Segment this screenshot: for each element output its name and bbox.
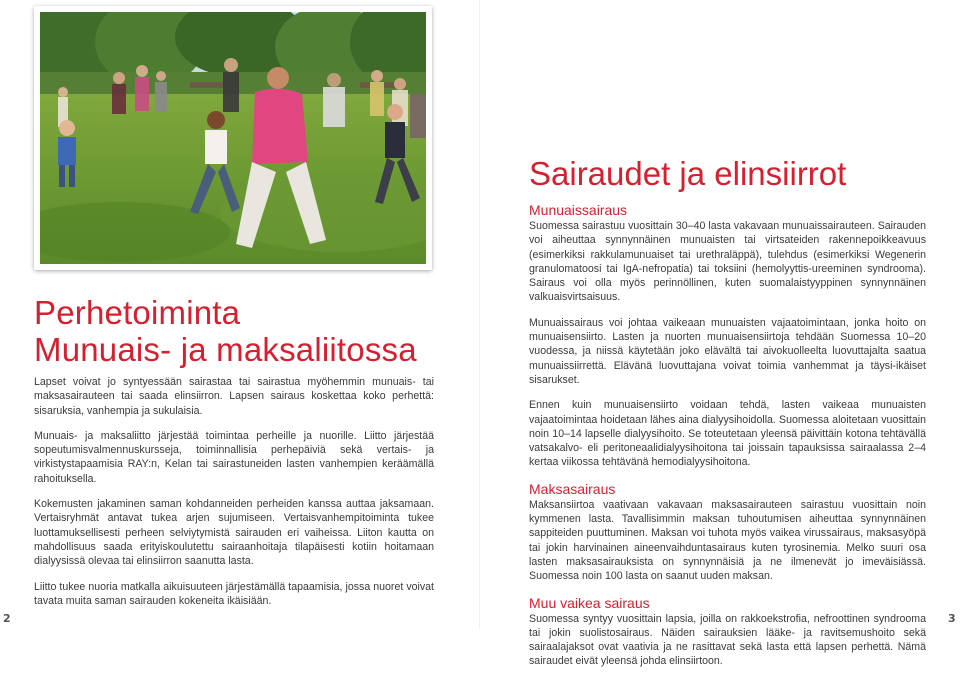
- section-heading-maksasairaus: Maksasairaus: [529, 480, 616, 497]
- kidney-paragraph-2: Munuaissairaus voi johtaa vaikeaan munuaisten vajaatoimintaan, jonka hoito on munuaisensiirto. Lasten ja nuorten munuaisensiirtoja tehdään Suomessa 10–20 vuodessa, ja niissä käytetään joko elävältä tai aivokuolleelta luovuttajalta saatua munuaissiirrettä. Elävänä luovuttajana voivat toimia vanhemmat ja täysi-ikäiset sisarukset.: [529, 316, 926, 386]
- left-title-line1: Perhetoiminta: [34, 294, 241, 331]
- photo-illustration: [40, 12, 426, 264]
- kidney-paragraph-1: Suomessa sairastuu vuosittain 30–40 lasta vakavaan munuaissairauteen. Sairauden voi aiheuttaa synnynnäinen munuaisten tai virtsateiden rakennepoikkeavuus (esimerkiksi rakkulamunuaiset tai urethraläppä), tulehdus (esimerkiksi Wegenerin granulomatoosi tai IgA-nefropatia) tai toksiini (hemolyyttis-ureeminen syndrooma). Sairaus voi olla myös perinnöllinen, kuten suomalaistyyppinen synnynnäinen valkuaisvirtsaisuus.: [529, 220, 926, 304]
- left-paragraph-1: Lapset voivat jo syntyessään sairastaa tai sairastua myöhemmin munuais- tai maksasairauteen tai saada elinsiirron. Lapsen sairaus koskettaa koko perhettä: sisaruksia, vanhempia ja sukulaisia.: [34, 376, 434, 417]
- section-heading-munuaissairaus: Munuaissairaus: [529, 202, 628, 218]
- page-number-right: 3: [948, 612, 956, 625]
- left-page: [0, 0, 480, 628]
- kidney-paragraph-3: Ennen kuin munuaisensiirto voidaan tehdä, lasten vaikeaa munuaisten vajaatoimintaa hoidetaan lähes aina dialyysihoidolla. Suomessa aloitetaan vuosittain noin 10–14 lapselle dialyysihoito. Se toteutetaan yleensä päivittäin kotona tehtävällä vatsakalvo- eli peritoneaalidialyysihoitona tai joissain tapauksissa sairaalassa 2–4 kertaa viikossa tehtävänä hemodialyysihoitona.: [529, 399, 926, 469]
- left-body-text: [34, 375, 434, 619]
- left-paragraph-2: Munuais- ja maksaliitto järjestää toimintaa perheille ja nuorille. Liitto järjestää sopeutumisvalmennuskursseja, toiminnallisia perhepäiviä sekä vertais- ja virkistystapaamisia RAY:n, Kelan tai sairastuneiden lasten vanhempien keräämällä rahoituksella.: [34, 429, 434, 485]
- right-page: [480, 0, 960, 668]
- section-heading-muu-vaikea-sairaus: Muu vaikea sairaus: [529, 594, 650, 611]
- left-page-title: [34, 294, 464, 368]
- liver-paragraph-1: Maksansiirtoa vaativaan vakavaan maksasairauteen sairastuu vuosittain noin kymmenen lasta. Tavallisimmin maksan tuhoutumisen aiheuttaa synnynnäinen sappiteiden puuttuminen. Maksan voi tuhota myös vaikea virussairaus, maksasyöpä tai jokin harvinainen aineenvaihduntasairaus kuten tyrosinemia. Melko suuri osa lasten maksasairauksista on synnynnäisiä ja ne ilmenevät jo imeväisiässä. Suomessa noin 100 lasta on saanut uuden maksan.: [529, 498, 926, 583]
- family-day-photo: [40, 12, 426, 264]
- right-page-title: Sairaudet ja elinsiirrot: [529, 155, 847, 192]
- right-body-text: [529, 202, 926, 680]
- left-paragraph-4: Liitto tukee nuoria matkalla aikuisuuteen järjestämällä tapaamisia, jossa nuoret voivat tavata muita saman sairauden kokeneita ikäisiään.: [34, 580, 434, 607]
- left-title-line2: Munuais- ja maksaliitossa: [34, 331, 417, 368]
- other-paragraph-1: Suomessa syntyy vuosittain lapsia, joilla on rakkoekstrofia, nefroottinen syndrooma tai jokin suolistosairaus. Näiden sairauksien lääke- ja ravitsemushoito sekä sairaalajaksot ovat vaativia ja ne rasittavat sekä lasta että lapsen perhettä. Nämä sairaudet eivät yleensä johda elinsiirtoon.: [529, 612, 926, 668]
- page-number-left: 2: [3, 612, 11, 625]
- left-paragraph-3: Kokemusten jakaminen saman kohdanneiden perheiden kanssa auttaa jaksamaan. Vertaisryhmät antavat tukea arjen sujumiseen. Vertaisvanhempitoiminta tukee luottamuksellisesti perheen selviytymistä sairauden eri vaiheissa. Liiton kautta on mahdollisuus saada erityiskoulutettu sairaanhoitaja tilapäisesti kotiin hoitamaan dialyysissä olevaa tai elinsiirron saanutta lasta.: [34, 498, 434, 568]
- family-day-photo-frame: [34, 6, 432, 270]
